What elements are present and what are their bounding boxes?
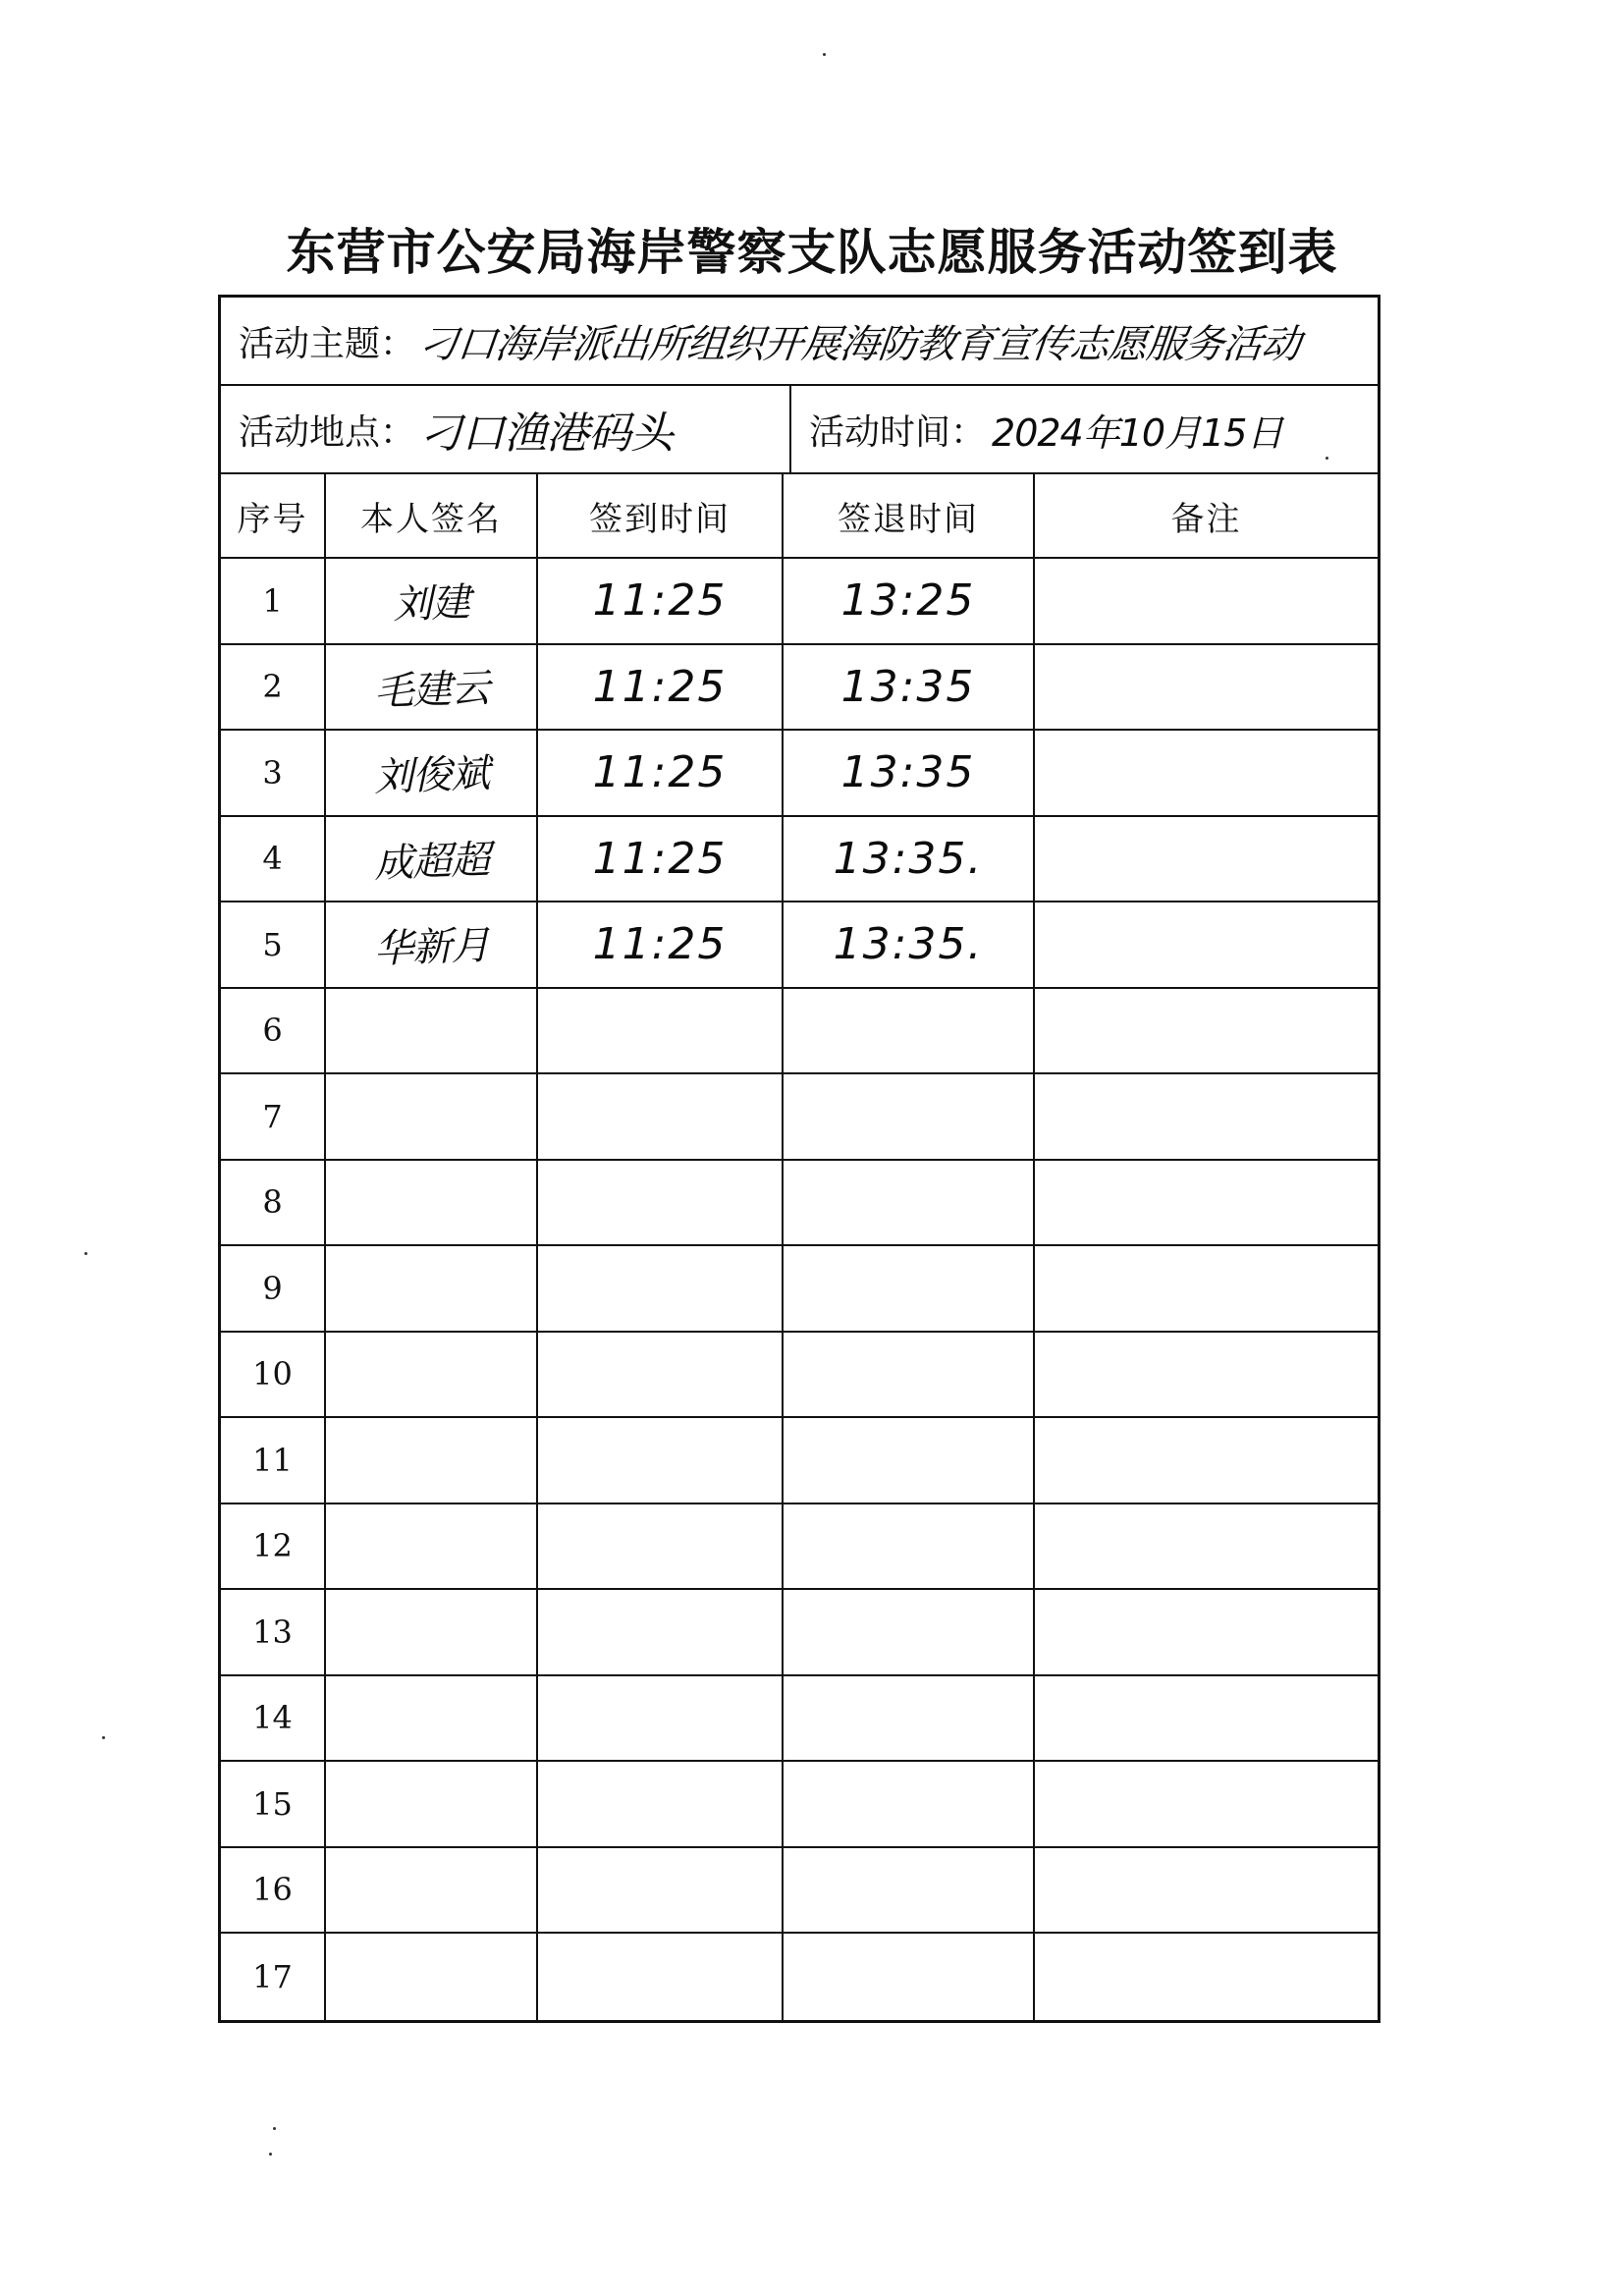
table-row <box>221 1590 1378 1676</box>
time-cell <box>791 386 1378 472</box>
sign-out-time-cell-text: 13:35 <box>840 661 976 712</box>
topic-value: 刁口海岸派出所组织开展海防教育宣传志愿服务活动 <box>416 321 1303 367</box>
sign-in-time-cell <box>538 1590 784 1674</box>
signature-cell <box>326 731 538 815</box>
row-number-text: 6 <box>262 1011 283 1050</box>
signature-cell <box>326 645 538 730</box>
note-cell <box>1035 817 1378 902</box>
signature-cell <box>326 1762 538 1846</box>
place-time-row <box>221 386 1378 474</box>
row-number-text: 8 <box>262 1183 283 1222</box>
note-cell <box>1035 989 1378 1073</box>
sign-in-time-cell-text: 11:25 <box>592 575 728 627</box>
table-row <box>221 1161 1378 1247</box>
sign-out-time-cell <box>784 1161 1035 1245</box>
sign-in-time-cell-text: 11:25 <box>592 833 728 884</box>
sign-out-time-cell-text: 13:35 <box>840 747 976 798</box>
sign-in-time-cell <box>538 902 784 987</box>
scan-speck <box>84 1252 87 1255</box>
table-row <box>221 1762 1378 1848</box>
row-number <box>221 1762 326 1846</box>
table-row <box>221 731 1378 817</box>
sign-out-time-cell <box>784 1590 1035 1674</box>
table-row <box>221 1333 1378 1419</box>
row-number-text: 3 <box>262 753 283 792</box>
sign-in-time-cell <box>538 989 784 1073</box>
sign-out-time-cell <box>784 645 1035 730</box>
sign-out-time-cell-text: 13:35. <box>833 919 984 970</box>
row-number-text: 14 <box>252 1699 293 1737</box>
signature-cell-text: 刘俊斌 <box>372 751 490 801</box>
signature-cell <box>326 1934 538 2020</box>
signature-cell <box>326 1590 538 1674</box>
place-cell <box>221 386 791 472</box>
row-number-text: 11 <box>252 1441 293 1479</box>
signature-cell <box>326 989 538 1073</box>
scan-speck <box>1326 457 1328 460</box>
note-cell <box>1035 559 1378 643</box>
table-row <box>221 817 1378 903</box>
note-cell <box>1035 1934 1378 2020</box>
sign-out-time-cell-text: 13:25 <box>840 575 976 627</box>
header-no: 序号 <box>221 474 326 557</box>
signature-cell <box>326 1161 538 1245</box>
row-number <box>221 1848 326 1933</box>
sign-in-time-cell <box>538 1676 784 1761</box>
signature-cell <box>326 1418 538 1503</box>
sign-out-time-cell <box>784 1418 1035 1503</box>
signature-cell-text: 成超超 <box>372 837 490 887</box>
sign-in-time-cell-text: 11:25 <box>592 661 728 712</box>
row-number <box>221 731 326 815</box>
sign-out-time-cell-text: 13:35. <box>833 833 984 884</box>
table-row <box>221 1504 1378 1591</box>
row-number-text: 13 <box>252 1613 293 1651</box>
topic-cell <box>221 298 1378 384</box>
topic-row <box>221 298 1378 386</box>
scan-speck <box>273 2127 276 2130</box>
row-number <box>221 1504 326 1589</box>
place-label: 活动地点： <box>239 411 416 453</box>
row-number <box>221 817 326 902</box>
sign-out-time-cell <box>784 817 1035 902</box>
signature-cell-text: 刘建 <box>392 579 470 629</box>
table-header <box>221 474 1378 559</box>
signature-cell <box>326 1504 538 1589</box>
sign-out-time-cell <box>784 1848 1035 1933</box>
signature-cell <box>326 559 538 643</box>
row-number <box>221 1934 326 2020</box>
row-number-text: 17 <box>252 1957 293 1995</box>
header-note: 备注 <box>1170 499 1242 539</box>
row-number <box>221 1074 326 1159</box>
signature-cell <box>326 1848 538 1933</box>
sign-out-time-cell <box>784 989 1035 1073</box>
row-number-text: 12 <box>252 1527 293 1565</box>
sign-out-time-cell <box>784 1762 1035 1846</box>
note-cell <box>1035 1590 1378 1674</box>
row-number-text: 5 <box>262 925 283 963</box>
row-number <box>221 989 326 1073</box>
table-row <box>221 1246 1378 1333</box>
time-label: 活动时间： <box>809 411 987 453</box>
sign-out-time-cell <box>784 731 1035 815</box>
sign-in-time-cell <box>538 1074 784 1159</box>
sign-in-time-cell <box>538 645 784 730</box>
row-number <box>221 1246 326 1331</box>
sign-in-time-cell-text: 11:25 <box>592 747 728 798</box>
header-sign-in-time: 签到时间 <box>538 474 784 557</box>
row-number-text: 15 <box>252 1784 293 1823</box>
note-cell <box>1035 1161 1378 1245</box>
scan-speck <box>823 53 826 56</box>
row-number <box>221 1590 326 1674</box>
page-title: 东营市公安局海岸警察支队志愿服务活动签到表 <box>286 224 1338 281</box>
table-row <box>221 1074 1378 1161</box>
time-value: 2024年10月15日 <box>992 410 1283 455</box>
sign-in-sheet <box>218 295 1380 2023</box>
row-number <box>221 902 326 987</box>
sign-in-time-cell <box>538 1762 784 1846</box>
table-row <box>221 1934 1378 2020</box>
sign-out-time-cell <box>784 1504 1035 1589</box>
sign-in-time-cell <box>538 1333 784 1417</box>
note-cell <box>1035 1504 1378 1589</box>
signature-cell-text: 华新月 <box>372 923 490 973</box>
note-cell <box>1035 902 1378 987</box>
note-cell <box>1035 645 1378 730</box>
row-number-text: 1 <box>262 581 283 620</box>
signature-cell <box>326 1246 538 1331</box>
row-number-text: 4 <box>262 840 283 878</box>
note-cell <box>1035 1676 1378 1761</box>
row-number-text: 9 <box>262 1269 283 1307</box>
header-sign-out-time: 签退时间 <box>784 474 1035 557</box>
row-number-text: 10 <box>252 1355 293 1394</box>
row-number-text: 7 <box>262 1097 283 1135</box>
sign-out-time-cell <box>784 1934 1035 2020</box>
sign-in-time-cell <box>538 1246 784 1331</box>
note-cell <box>1035 1074 1378 1159</box>
table-row <box>221 902 1378 989</box>
signature-cell <box>326 817 538 902</box>
sign-out-time-cell <box>784 902 1035 987</box>
sign-in-time-cell <box>538 1161 784 1245</box>
scan-speck <box>102 1736 105 1739</box>
sign-in-time-cell <box>538 817 784 902</box>
row-number-text: 16 <box>252 1871 293 1909</box>
row-number <box>221 1676 326 1761</box>
signature-cell <box>326 902 538 987</box>
table-body <box>221 559 1378 2020</box>
sign-out-time-cell <box>784 1074 1035 1159</box>
scan-speck <box>269 2153 272 2156</box>
sign-in-time-cell <box>538 559 784 643</box>
table-row <box>221 989 1378 1075</box>
note-cell <box>1035 1246 1378 1331</box>
table-row <box>221 1676 1378 1763</box>
header-sign: 本人签名 <box>326 474 538 557</box>
note-cell <box>1035 1762 1378 1846</box>
table-row <box>221 559 1378 645</box>
row-number-text: 2 <box>262 668 283 706</box>
sign-in-time-cell <box>538 1934 784 2020</box>
sign-out-time-cell <box>784 559 1035 643</box>
signature-cell <box>326 1676 538 1761</box>
place-value: 刁口渔港码头 <box>419 409 674 459</box>
signature-cell <box>326 1074 538 1159</box>
table-row <box>221 1848 1378 1935</box>
row-number <box>221 1333 326 1417</box>
note-cell <box>1035 1848 1378 1933</box>
note-cell <box>1035 1418 1378 1503</box>
sign-out-time-cell <box>784 1333 1035 1417</box>
sign-in-time-cell <box>538 1848 784 1933</box>
row-number <box>221 559 326 643</box>
row-number <box>221 645 326 730</box>
row-number <box>221 1418 326 1503</box>
table-row <box>221 645 1378 732</box>
note-cell <box>1035 731 1378 815</box>
sign-out-time-cell <box>784 1246 1035 1331</box>
signature-cell <box>326 1333 538 1417</box>
table-row <box>221 1418 1378 1504</box>
signature-cell-text: 毛建云 <box>372 665 490 715</box>
sign-in-time-cell-text: 11:25 <box>592 919 728 970</box>
topic-label: 活动主题： <box>239 323 416 364</box>
sign-in-time-cell <box>538 731 784 815</box>
row-number <box>221 1161 326 1245</box>
note-cell <box>1035 1333 1378 1417</box>
sign-in-time-cell <box>538 1418 784 1503</box>
sign-out-time-cell <box>784 1676 1035 1761</box>
sign-in-time-cell <box>538 1504 784 1589</box>
